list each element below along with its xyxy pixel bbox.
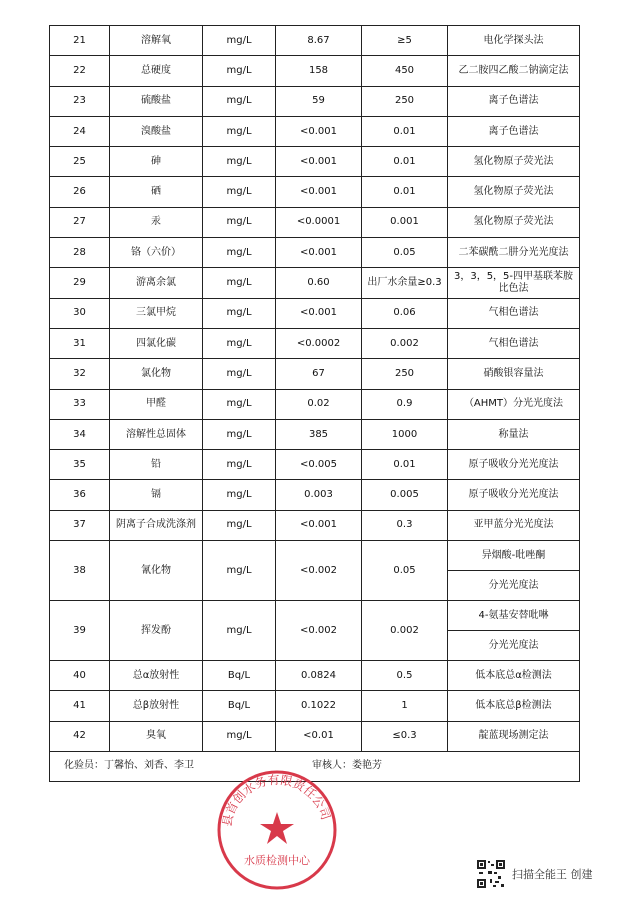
test-result: <0.001: [276, 147, 362, 177]
row-number: 38: [50, 541, 110, 601]
inspectors-label: 化验员：丁馨怡、刘香、李卫: [64, 760, 194, 772]
item-name: 臭氧: [110, 721, 203, 751]
test-result: <0.001: [276, 510, 362, 540]
table-row: [50, 541, 580, 571]
unit: mg/L: [203, 359, 276, 389]
table-row: [50, 268, 580, 298]
item-name: 四氯化碳: [110, 328, 203, 358]
test-method: 4-氨基安替吡啉: [448, 601, 580, 631]
row-number: 28: [50, 238, 110, 268]
test-method: 气相色谱法: [448, 298, 580, 328]
item-name: 镉: [110, 480, 203, 510]
unit: mg/L: [203, 147, 276, 177]
table-row: [50, 359, 580, 389]
test-method: 低本底总β检测法: [448, 691, 580, 721]
limit-value: 0.002: [362, 328, 448, 358]
item-name: 氯化物: [110, 359, 203, 389]
limit-value: 0.01: [362, 116, 448, 146]
limit-value: 0.001: [362, 207, 448, 237]
limit-value: 出厂水余量≥0.3: [362, 268, 448, 298]
row-number: 24: [50, 116, 110, 146]
row-number: 41: [50, 691, 110, 721]
unit: mg/L: [203, 328, 276, 358]
test-method: 离子色谱法: [448, 116, 580, 146]
item-name: 总α放射性: [110, 661, 203, 691]
test-result: 0.02: [276, 389, 362, 419]
svg-text:水质检测中心: 水质检测中心: [244, 854, 310, 867]
test-result: <0.001: [276, 177, 362, 207]
company-seal: [215, 768, 339, 892]
unit: Bq/L: [203, 661, 276, 691]
test-method: 靛蓝现场测定法: [448, 721, 580, 751]
row-number: 35: [50, 450, 110, 480]
row-number: 39: [50, 601, 110, 661]
svg-text:县首创水务有限责任公司: 县首创水务有限责任公司: [219, 772, 333, 828]
unit: mg/L: [203, 541, 276, 601]
table-row: [50, 691, 580, 721]
test-method: 异烟酸-吡唑酮: [448, 541, 580, 571]
test-method: 称量法: [448, 419, 580, 449]
item-name: 甲醛: [110, 389, 203, 419]
row-number: 34: [50, 419, 110, 449]
limit-value: ≥5: [362, 26, 448, 56]
table-row: [50, 389, 580, 419]
unit: mg/L: [203, 721, 276, 751]
item-name: 总硬度: [110, 56, 203, 86]
row-number: 26: [50, 177, 110, 207]
table-row: [50, 207, 580, 237]
test-method: 乙二胺四乙酸二钠滴定法: [448, 56, 580, 86]
unit: mg/L: [203, 510, 276, 540]
item-name: 总β放射性: [110, 691, 203, 721]
test-method: 3，3，5，5-四甲基联苯胺比色法: [448, 268, 580, 298]
unit: mg/L: [203, 298, 276, 328]
item-name: 铅: [110, 450, 203, 480]
test-result: <0.001: [276, 298, 362, 328]
unit: mg/L: [203, 26, 276, 56]
limit-value: 1000: [362, 419, 448, 449]
row-number: 27: [50, 207, 110, 237]
limit-value: 0.9: [362, 389, 448, 419]
test-result: <0.0001: [276, 207, 362, 237]
qr-code-icon: [476, 859, 506, 889]
table-row: [50, 298, 580, 328]
row-number: 40: [50, 661, 110, 691]
unit: mg/L: [203, 177, 276, 207]
test-result: 67: [276, 359, 362, 389]
test-result: <0.002: [276, 541, 362, 601]
limit-value: 0.01: [362, 177, 448, 207]
limit-value: 0.3: [362, 510, 448, 540]
table-row: [50, 450, 580, 480]
test-method: 低本底总α检测法: [448, 661, 580, 691]
item-name: 游离余氯: [110, 268, 203, 298]
table-row: [50, 721, 580, 751]
table-row: [50, 661, 580, 691]
row-number: 23: [50, 86, 110, 116]
test-method: 分光光度法: [448, 631, 580, 661]
table-row: [50, 147, 580, 177]
test-method: 氢化物原子荧光法: [448, 207, 580, 237]
item-name: 氰化物: [110, 541, 203, 601]
unit: mg/L: [203, 480, 276, 510]
row-number: 30: [50, 298, 110, 328]
test-method: 气相色谱法: [448, 328, 580, 358]
unit: mg/L: [203, 116, 276, 146]
item-name: 溶解性总固体: [110, 419, 203, 449]
test-method: 离子色谱法: [448, 86, 580, 116]
limit-value: 1: [362, 691, 448, 721]
row-number: 32: [50, 359, 110, 389]
limit-value: 250: [362, 86, 448, 116]
test-result: 8.67: [276, 26, 362, 56]
test-result: <0.002: [276, 601, 362, 661]
unit: mg/L: [203, 450, 276, 480]
water-quality-table: [49, 25, 580, 782]
test-method: 二苯碳酰二肼分光光度法: [448, 238, 580, 268]
limit-value: 450: [362, 56, 448, 86]
unit: Bq/L: [203, 691, 276, 721]
test-result: 0.003: [276, 480, 362, 510]
test-result: 0.60: [276, 268, 362, 298]
unit: mg/L: [203, 207, 276, 237]
reviewer-label: 审核人：娄艳芳: [312, 760, 382, 772]
scanner-watermark: 扫描全能王 创建: [512, 868, 593, 881]
unit: mg/L: [203, 419, 276, 449]
table-row: [50, 480, 580, 510]
table-row: [50, 116, 580, 146]
test-method: 原子吸收分光光度法: [448, 450, 580, 480]
test-method: 亚甲蓝分光光度法: [448, 510, 580, 540]
limit-value: 0.05: [362, 541, 448, 601]
test-result: 385: [276, 419, 362, 449]
item-name: 汞: [110, 207, 203, 237]
item-name: 硫酸盐: [110, 86, 203, 116]
table-row: [50, 601, 580, 631]
test-method: 电化学探头法: [448, 26, 580, 56]
test-method: （AHMT）分光光度法: [448, 389, 580, 419]
row-number: 31: [50, 328, 110, 358]
item-name: 溶解氧: [110, 26, 203, 56]
table-row: [50, 419, 580, 449]
row-number: 36: [50, 480, 110, 510]
row-number: 29: [50, 268, 110, 298]
test-result: <0.0002: [276, 328, 362, 358]
unit: mg/L: [203, 56, 276, 86]
table-body: [50, 26, 580, 782]
table-row: [50, 238, 580, 268]
limit-value: 0.01: [362, 147, 448, 177]
test-result: <0.001: [276, 116, 362, 146]
limit-value: 0.5: [362, 661, 448, 691]
test-method: 氢化物原子荧光法: [448, 177, 580, 207]
test-method: 分光光度法: [448, 571, 580, 601]
test-method: 硝酸银容量法: [448, 359, 580, 389]
row-number: 42: [50, 721, 110, 751]
item-name: 三氯甲烷: [110, 298, 203, 328]
item-name: 溴酸盐: [110, 116, 203, 146]
test-result: <0.005: [276, 450, 362, 480]
test-method: 原子吸收分光光度法: [448, 480, 580, 510]
test-result: <0.01: [276, 721, 362, 751]
item-name: 铬（六价）: [110, 238, 203, 268]
limit-value: 0.01: [362, 450, 448, 480]
unit: mg/L: [203, 601, 276, 661]
test-result: 0.1022: [276, 691, 362, 721]
table-row: [50, 86, 580, 116]
unit: mg/L: [203, 268, 276, 298]
test-result: 158: [276, 56, 362, 86]
item-name: 阴离子合成洗涤剂: [110, 510, 203, 540]
test-method: 氢化物原子荧光法: [448, 147, 580, 177]
row-number: 37: [50, 510, 110, 540]
table-row: [50, 177, 580, 207]
unit: mg/L: [203, 389, 276, 419]
item-name: 硒: [110, 177, 203, 207]
limit-value: 0.06: [362, 298, 448, 328]
unit: mg/L: [203, 86, 276, 116]
item-name: 砷: [110, 147, 203, 177]
unit: mg/L: [203, 238, 276, 268]
row-number: 25: [50, 147, 110, 177]
row-number: 33: [50, 389, 110, 419]
limit-value: ≤0.3: [362, 721, 448, 751]
test-result: <0.001: [276, 238, 362, 268]
table-row: [50, 510, 580, 540]
table-row: [50, 328, 580, 358]
table-row: [50, 56, 580, 86]
test-result: 0.0824: [276, 661, 362, 691]
row-number: 22: [50, 56, 110, 86]
limit-value: 250: [362, 359, 448, 389]
limit-value: 0.005: [362, 480, 448, 510]
row-number: 21: [50, 26, 110, 56]
item-name: 挥发酚: [110, 601, 203, 661]
table-row: [50, 26, 580, 56]
limit-value: 0.05: [362, 238, 448, 268]
limit-value: 0.002: [362, 601, 448, 661]
test-result: 59: [276, 86, 362, 116]
